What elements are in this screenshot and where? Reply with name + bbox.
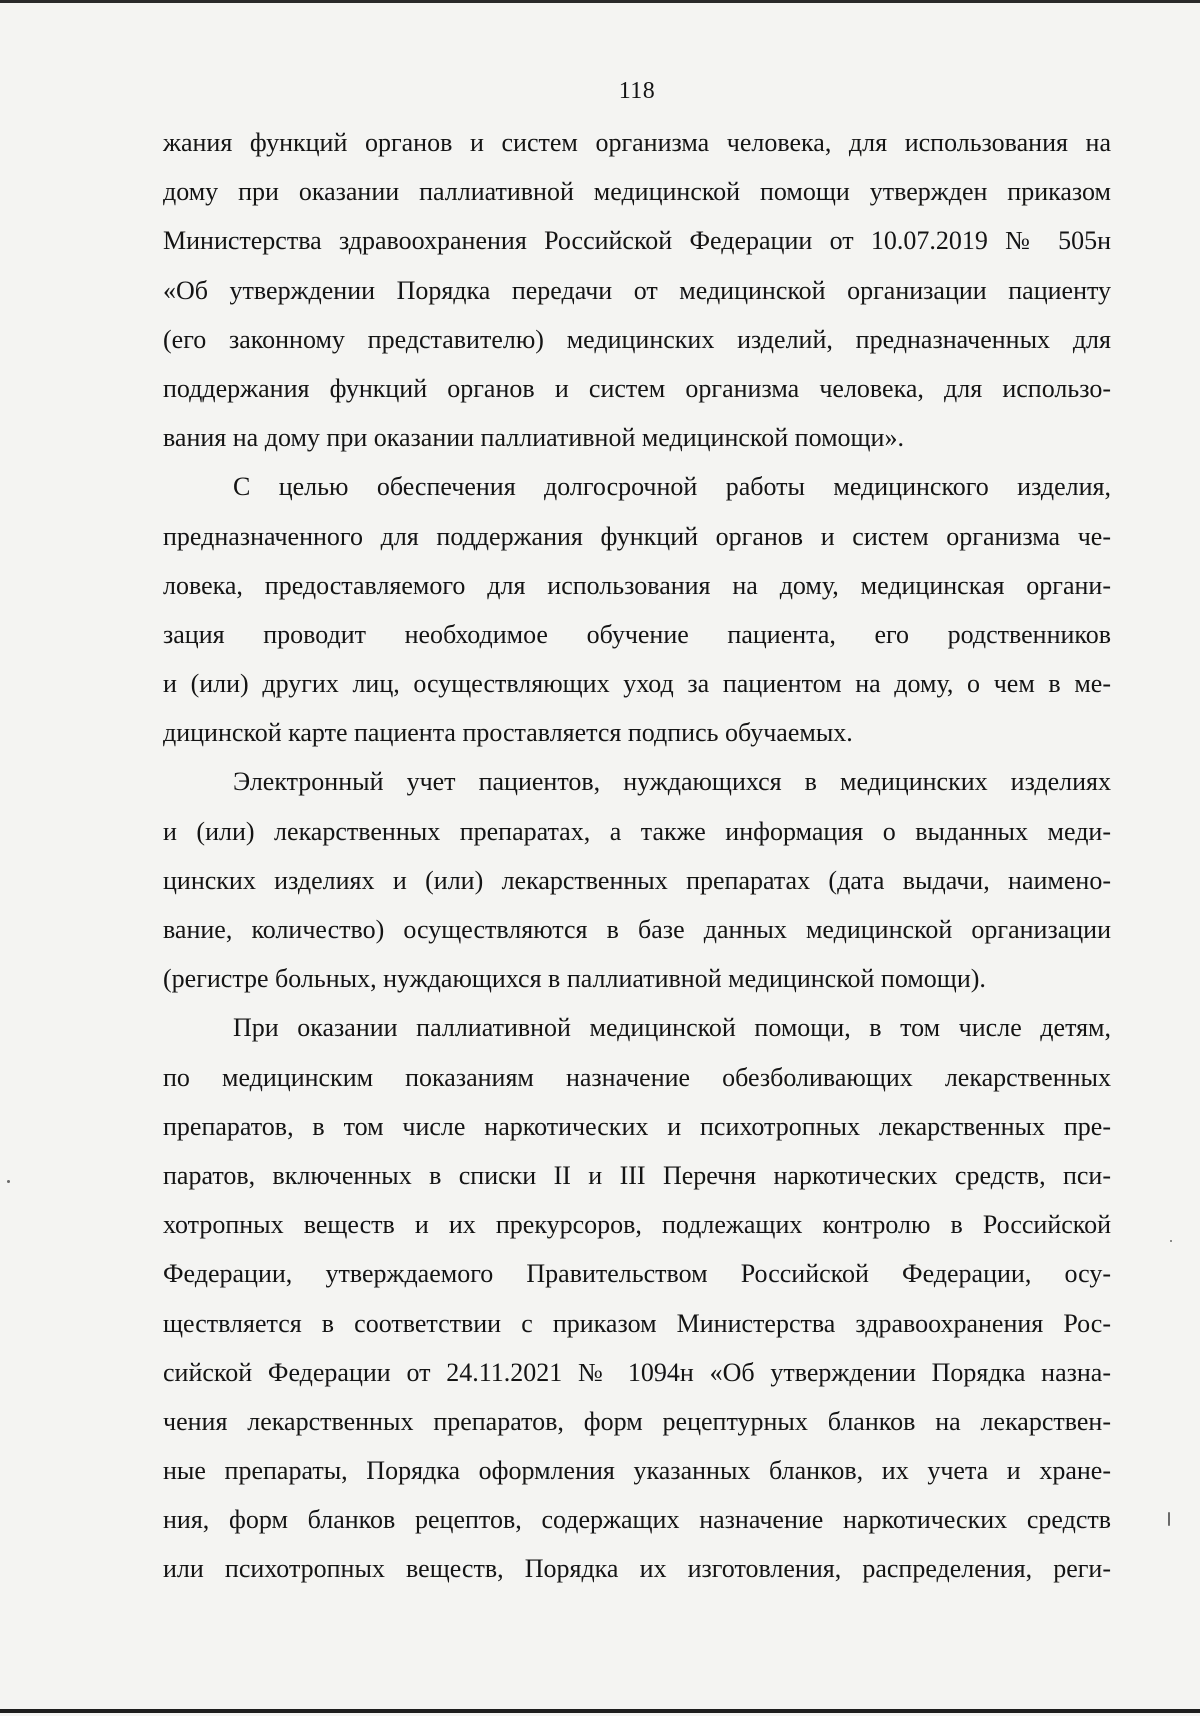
text-line: «Об утверждении Порядка передачи от медицинской организации пациенту xyxy=(163,275,1111,305)
text-line: по медицинским показаниям назначение обезболивающих лекарственных xyxy=(163,1062,1111,1092)
text-line: препаратов, в том числе наркотических и психотропных лекарственных пре- xyxy=(163,1111,1111,1141)
text-line: Электронный учет пациентов, нуждающихся в медицинских изделиях xyxy=(233,767,1111,797)
text-line: или психотропных веществ, Порядка их изготовления, распределения, реги- xyxy=(163,1554,1111,1584)
text-line: Федерации, утверждаемого Правительством Российской Федерации, осу- xyxy=(163,1259,1111,1289)
scan-top-edge xyxy=(0,0,1200,3)
text-line: (его законному представителю) медицинских изделий, предназначенных для xyxy=(163,324,1111,354)
document-body xyxy=(163,118,1111,1594)
text-line: вания на дому при оказании паллиативной медицинской помощи». xyxy=(163,423,904,453)
text-line: ные препараты, Порядка оформления указанных бланков, их учета и хране- xyxy=(163,1456,1111,1486)
text-line: дому при оказании паллиативной медицинской помощи утвержден приказом xyxy=(163,177,1111,207)
text-line: (регистре больных, нуждающихся в паллиативной медицинской помощи). xyxy=(163,964,986,994)
text-line: При оказании паллиативной медицинской помощи, в том числе детям, xyxy=(233,1013,1111,1043)
text-line: зация проводит необходимое обучение пациента, его родственников xyxy=(163,619,1111,649)
paragraph xyxy=(163,1003,1111,1593)
scan-speck xyxy=(7,1180,10,1183)
text-line: и (или) других лиц, осуществляющих уход за пациентом на дому, о чем в ме- xyxy=(163,669,1111,699)
text-line: вание, количество) осуществляются в базе данных медицинской организации xyxy=(163,915,1111,944)
scan-bottom-edge xyxy=(0,1709,1200,1713)
text-line: ния, форм бланков рецептов, содержащих назначение наркотических средств xyxy=(163,1505,1111,1535)
text-line: С целью обеспечения долгосрочной работы медицинского изделия, xyxy=(233,472,1111,502)
paragraph xyxy=(163,462,1111,757)
paragraph xyxy=(163,118,1111,462)
document-page xyxy=(163,70,1111,1594)
text-line: хотропных веществ и их прекурсоров, подлежащих контролю в Российской xyxy=(163,1210,1111,1240)
text-line: ществляется в соответствии с приказом Министерства здравоохранения Рос- xyxy=(163,1308,1111,1338)
text-line: дицинской карте пациента проставляется подпись обучаемых. xyxy=(163,718,853,748)
text-line: цинских изделиях и (или) лекарственных препаратах (дата выдачи, наимено- xyxy=(163,865,1111,895)
page-number: 118 xyxy=(618,78,656,104)
text-line: паратов, включенных в списки II и III Перечня наркотических средств, пси- xyxy=(163,1160,1111,1190)
paragraph xyxy=(163,757,1111,1003)
text-line: предназначенного для поддержания функций органов и систем организма че- xyxy=(163,521,1111,551)
scan-speck xyxy=(1170,1240,1172,1242)
text-line: сийской Федерации от 24.11.2021 № 1094н «Об утверждении Порядка назна- xyxy=(163,1357,1111,1387)
scan-speck xyxy=(1168,1512,1170,1526)
text-line: Министерства здравоохранения Российской Федерации от 10.07.2019 № 505н xyxy=(163,226,1111,256)
text-line: жания функций органов и систем организма человека, для использования на xyxy=(163,128,1111,157)
text-line: поддержания функций органов и систем организма человека, для использо- xyxy=(163,373,1111,403)
text-line: чения лекарственных препаратов, форм рецептурных бланков на лекарствен- xyxy=(163,1406,1111,1436)
text-line: и (или) лекарственных препаратах, а также информация о выданных меди- xyxy=(163,816,1111,846)
text-line: ловека, предоставляемого для использования на дому, медицинская органи- xyxy=(163,570,1111,600)
